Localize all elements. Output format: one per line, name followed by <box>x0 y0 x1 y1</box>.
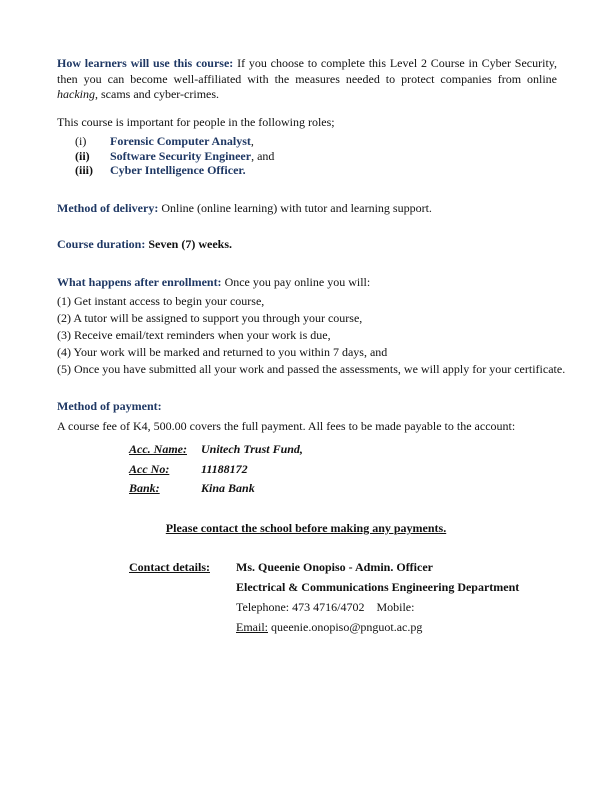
role-number: (i) <box>75 134 87 148</box>
enrollment-line <box>57 275 557 291</box>
acc-no-value: 11188172 <box>201 462 248 476</box>
delivery-line <box>57 201 557 217</box>
acc-no-label: Acc No: <box>129 462 170 476</box>
enrollment-step: (3) Receive email/text reminders when your work is due, <box>57 328 331 342</box>
role-suffix: , <box>250 134 254 148</box>
payment-notice: Please contact the school before making any payments. <box>165 521 447 535</box>
contact-email-label: Email: <box>236 620 268 634</box>
intro-text-end: , scams and cyber-crimes. <box>95 87 220 101</box>
role-name: Forensic Computer Analyst <box>110 134 251 148</box>
role-name: Cyber Intelligence Officer. <box>110 163 246 177</box>
roles-intro: This course is important for people in the following roles; <box>57 115 335 129</box>
payment-notice-row <box>0 521 612 536</box>
contact-email-line <box>236 620 422 635</box>
enrollment-step: (5) Once you have submitted all your work and passed the assessments, we will apply for your certificate. <box>57 362 566 376</box>
contact-name: Ms. Queenie Onopiso - Admin. Officer <box>236 560 433 574</box>
intro-text: If you choose to complete this Level 2 Course in Cyber Security, then you can become well-affiliated with the measures needed to protect companies from online <box>57 56 557 86</box>
role-number: (iii) <box>75 163 93 177</box>
contact-label: Contact details: <box>129 560 210 574</box>
payment-label: Method of payment: <box>57 399 162 413</box>
enrollment-text: Once you pay online you will: <box>221 275 371 289</box>
bank-value: Kina Bank <box>201 481 255 495</box>
delivery-label: Method of delivery: <box>57 201 159 215</box>
intro-paragraph <box>57 56 557 103</box>
enrollment-step: (1) Get instant access to begin your course, <box>57 294 265 308</box>
contact-department: Electrical & Communications Engineering Department <box>236 580 520 594</box>
enrollment-label: What happens after enrollment: <box>57 275 222 289</box>
intro-italic: hacking <box>57 87 95 101</box>
duration-label: Course duration: <box>57 237 146 251</box>
contact-email: queenie.onopiso@pnguot.ac.pg <box>268 620 423 634</box>
duration-text: Seven (7) weeks. <box>145 237 232 251</box>
acc-name-value: Unitech Trust Fund, <box>201 442 303 456</box>
role-number: (ii) <box>75 149 90 163</box>
enrollment-step: (2) A tutor will be assigned to support you through your course, <box>57 311 363 325</box>
intro-label: How learners will use this course: <box>57 56 234 70</box>
duration-line <box>57 237 557 253</box>
enrollment-step: (4) Your work will be marked and returned to you within 7 days, and <box>57 345 388 359</box>
bank-label: Bank: <box>129 481 160 495</box>
acc-name-label: Acc. Name: <box>129 442 187 456</box>
contact-telephone: Telephone: 473 4716/4702 Mobile: <box>236 600 415 614</box>
role-suffix: , and <box>251 149 275 163</box>
delivery-text: Online (online learning) with tutor and learning support. <box>158 201 432 215</box>
payment-text: A course fee of K4, 500.00 covers the full payment. All fees to be made payable to the account: <box>57 419 516 433</box>
role-name: Software Security Engineer <box>110 149 252 163</box>
